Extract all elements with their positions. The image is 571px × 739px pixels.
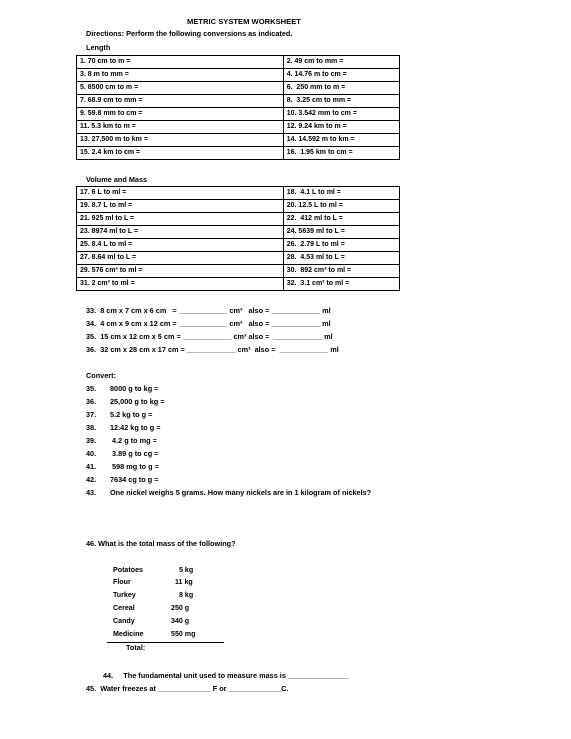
- table-row: [77, 252, 400, 265]
- table-row: [77, 56, 400, 69]
- item-text: 8000 g to kg =: [110, 384, 159, 393]
- table-cell: 31. 2 cm³ to ml =: [77, 278, 284, 291]
- table-cell: 12. 9.24 km to m =: [283, 121, 399, 134]
- item-number: 36.: [86, 397, 97, 406]
- item-text: 25,000 g to kg =: [110, 397, 165, 406]
- table-cell: 16. 1.95 km to cm =: [283, 147, 399, 160]
- table-row: [77, 108, 400, 121]
- table-row: [77, 265, 400, 278]
- table-cell: 26. 2.79 L to ml =: [283, 239, 399, 252]
- table-row: [77, 226, 400, 239]
- table-cell: 27. 8.64 ml to L =: [77, 252, 284, 265]
- volume-question: 35. 15 cm x 12 cm x 5 cm = ____________ cm³ also = ____________ ml: [86, 332, 333, 341]
- volume-question: 33. 8 cm x 7 cm x 6 cm = ____________ cm³ also = ____________ ml: [86, 306, 331, 315]
- table-cell: 32. 3.1 cm³ to ml =: [283, 278, 399, 291]
- item-number: 42.: [86, 475, 97, 484]
- item-text: 4.2 g to mg =: [110, 436, 157, 445]
- length-table: [76, 55, 400, 160]
- item-number: 37.: [86, 410, 97, 419]
- table-row: [77, 278, 400, 291]
- worksheet-title: METRIC SYSTEM WORKSHEET: [187, 17, 301, 26]
- table-cell: 21. 925 ml to L =: [77, 213, 284, 226]
- table-row: [77, 239, 400, 252]
- item-value: 550 mg: [171, 630, 196, 638]
- item-number: 43.: [86, 488, 97, 497]
- item-text: One nickel weighs 5 grams. How many nickels are in 1 kilogram of nickels?: [110, 488, 372, 497]
- item-value: 250 g: [171, 604, 190, 612]
- total-label: Total:: [126, 643, 146, 652]
- table-cell: 24. 5639 ml to L =: [283, 226, 399, 239]
- table-row: [77, 95, 400, 108]
- length-heading: Length: [86, 43, 111, 52]
- item-number: 40.: [86, 449, 97, 458]
- table-cell: 20. 12.5 L to ml =: [283, 200, 399, 213]
- volume-question: 34. 4 cm x 9 cm x 12 cm = ____________ cm³ also = ____________ ml: [86, 319, 331, 328]
- table-row: [77, 82, 400, 95]
- table-cell: 8. 3.25 cm to mm =: [283, 95, 399, 108]
- item-name: Candy: [113, 617, 135, 625]
- table-row: [77, 213, 400, 226]
- volume-question: 36. 32 cm x 28 cm x 17 cm = ____________ cm³ also = ____________ ml: [86, 345, 339, 354]
- item-number: 38.: [86, 423, 97, 432]
- table-cell: 29. 576 cm³ to ml =: [77, 265, 284, 278]
- item-name: Turkey: [113, 591, 136, 599]
- convert-heading: Convert:: [86, 371, 116, 380]
- table-cell: 18. 4.1 L to ml =: [283, 187, 399, 200]
- item-value: 5 kg: [179, 566, 194, 574]
- table-row: [77, 121, 400, 134]
- volume-mass-heading: Volume and Mass: [86, 175, 148, 184]
- item-text: 12.42 kg to g =: [110, 423, 161, 432]
- table-cell: 14. 14.592 m to km =: [283, 134, 399, 147]
- table-cell: 7. 68.9 cm to mm =: [77, 95, 284, 108]
- volume-mass-table: [76, 186, 400, 291]
- item-name: Medicine: [113, 630, 144, 638]
- item-name: Cereal: [113, 604, 135, 612]
- total-divider: [107, 642, 224, 643]
- table-cell: 6. 250 mm to m =: [283, 82, 399, 95]
- item-number: 35.: [86, 384, 97, 393]
- table-cell: 17. 6 L to ml =: [77, 187, 284, 200]
- item-number: 41.: [86, 462, 97, 471]
- table-cell: 1. 70 cm to m =: [77, 56, 284, 69]
- item-number: 39.: [86, 436, 97, 445]
- table-cell: 28. 4.53 ml to L =: [283, 252, 399, 265]
- table-cell: 10. 3.542 mm to cm =: [283, 108, 399, 121]
- item-value: 8 kg: [179, 591, 194, 599]
- mass-unit-question: 44. The fundamental unit used to measure mass is _______________: [103, 671, 349, 680]
- table-cell: 25. 8.4 L to ml =: [77, 239, 284, 252]
- table-cell: 11. 5.3 km to m =: [77, 121, 284, 134]
- item-text: 5.2 kg to g =: [110, 410, 153, 419]
- item-name: Potatoes: [113, 566, 143, 574]
- total-mass-question: 46. What is the total mass of the following?: [86, 539, 236, 548]
- table-cell: 5. 8500 cm to m =: [77, 82, 284, 95]
- table-cell: 30. 892 cm³ to ml =: [283, 265, 399, 278]
- table-cell: 15. 2.4 km to cm =: [77, 147, 284, 160]
- item-name: Flour: [113, 578, 131, 586]
- directions-text: Directions: Perform the following conversions as indicated.: [86, 29, 293, 38]
- item-text: 3.89 g to cg =: [110, 449, 159, 458]
- table-row: [77, 147, 400, 160]
- table-row: [77, 200, 400, 213]
- table-row: [77, 134, 400, 147]
- item-text: 7634 cg to g =: [110, 475, 159, 484]
- table-cell: 23. 8974 ml to L =: [77, 226, 284, 239]
- water-freeze-question: 45. Water freezes at _____________ F or _____________C.: [86, 684, 289, 693]
- table-cell: 3. 8 m to mm =: [77, 69, 284, 82]
- table-cell: 2. 49 cm to mm =: [283, 56, 399, 69]
- table-cell: 9. 59.8 mm to cm =: [77, 108, 284, 121]
- table-cell: 13. 27.500 m to km =: [77, 134, 284, 147]
- table-row: [77, 187, 400, 200]
- item-value: 11 kg: [175, 578, 193, 586]
- table-cell: 22. 412 ml to L =: [283, 213, 399, 226]
- table-cell: 4. 14.76 m to cm =: [283, 69, 399, 82]
- table-row: [77, 69, 400, 82]
- item-text: 598 mg to g =: [110, 462, 159, 471]
- item-value: 340 g: [171, 617, 190, 625]
- table-cell: 19. 8.7 L to ml =: [77, 200, 284, 213]
